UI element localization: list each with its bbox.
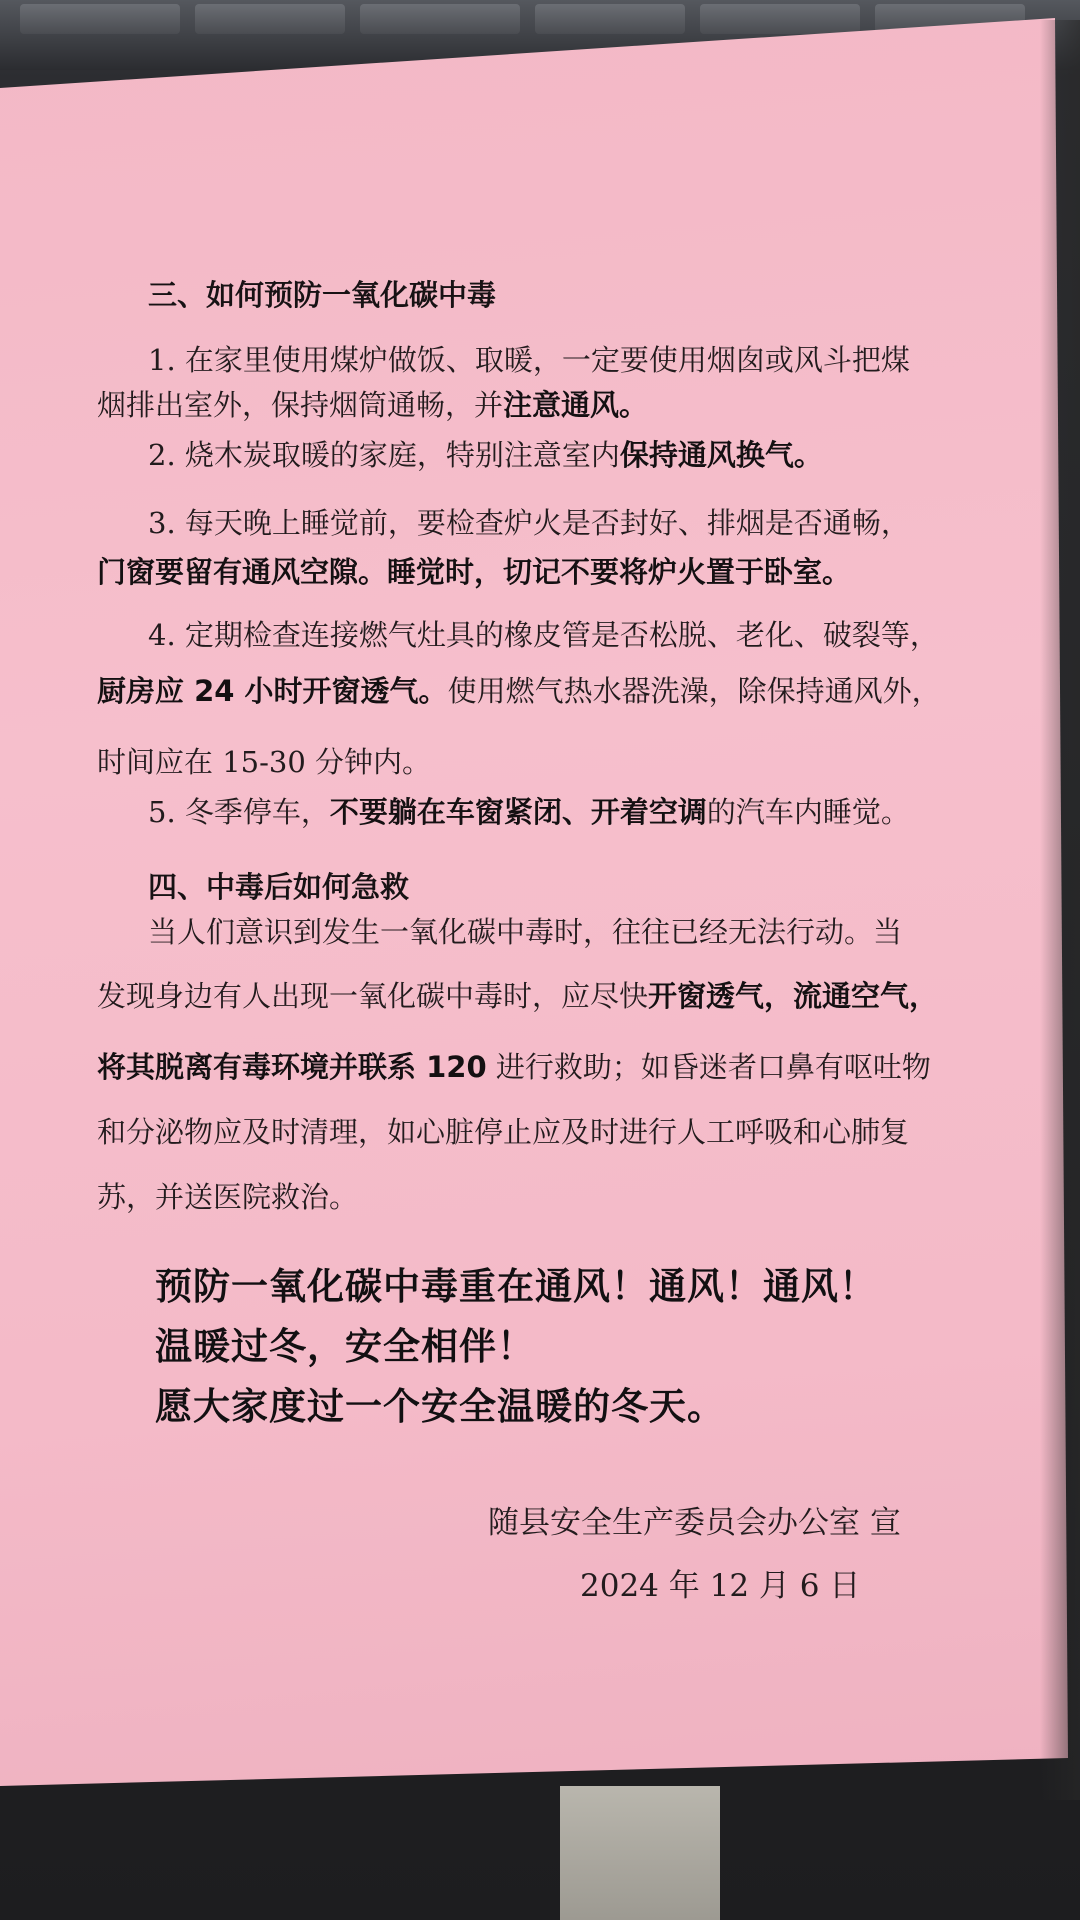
slogan-line3: 愿大家度过一个安全温暖的冬天。 — [155, 1385, 725, 1428]
section4-line3-emphasis: 将其脱离有毒环境并联系 120 — [97, 1050, 487, 1084]
item5-emphasis: 不要躺在车窗紧闭、开着空调 — [329, 795, 707, 829]
section4-line4: 和分泌物应及时清理，如心脏停止应及时进行人工呼吸和心肺复 — [97, 1115, 910, 1149]
section4-line3-text: 进行救助；如昏迷者口鼻有呕吐物 — [486, 1050, 931, 1084]
section3-heading: 三、如何预防一氧化碳中毒 — [148, 278, 497, 312]
item2-line — [148, 438, 823, 472]
item1-line1: 1. 在家里使用煤炉做饭、取暖，一定要使用烟囱或风斗把煤 — [148, 343, 910, 377]
section4-line2-emphasis: 开窗透气，流通空气， — [648, 979, 939, 1013]
section4-line3 — [97, 1050, 931, 1084]
section4-line2 — [97, 979, 938, 1013]
issue-date: 2024 年 12 月 6 日 — [580, 1568, 861, 1604]
item4-line2 — [97, 674, 941, 708]
issuing-office: 随县安全生产委员会办公室 宣 — [488, 1505, 901, 1541]
item3-line2: 门窗要留有通风空隙。睡觉时，切记不要将炉火置于卧室。 — [97, 555, 852, 589]
section4-heading: 四、中毒后如何急救 — [148, 870, 410, 904]
item2-text: 2. 烧木炭取暖的家庭，特别注意室内 — [148, 438, 620, 472]
item1-line2-text: 烟排出室外，保持烟筒通畅，并 — [97, 388, 504, 422]
item1-line2 — [97, 388, 648, 422]
item4-line3: 时间应在 15-30 分钟内。 — [97, 745, 432, 779]
item5-text-start: 5. 冬季停车， — [148, 795, 330, 829]
section4-line2-text: 发现身边有人出现一氧化碳中毒时，应尽快 — [97, 979, 649, 1013]
item4-line2-text: 使用燃气热水器洗澡，除保持通风外， — [447, 674, 941, 708]
slogan-line2: 温暖过冬，安全相伴！ — [155, 1325, 535, 1368]
item4-line1: 4. 定期检查连接燃气灶具的橡皮管是否松脱、老化、破裂等， — [148, 618, 939, 652]
item5-line — [148, 795, 910, 829]
item1-line2-emphasis: 注意通风。 — [503, 388, 649, 422]
section4-line1: 当人们意识到发生一氧化碳中毒时，往往已经无法行动。当 — [148, 915, 903, 949]
item5-text-end: 的汽车内睡觉。 — [706, 795, 910, 829]
item2-emphasis: 保持通风换气。 — [619, 438, 823, 472]
item4-line2-emphasis: 厨房应 24 小时开窗透气。 — [97, 674, 448, 708]
section4-line5: 苏，并送医院救治。 — [97, 1180, 359, 1214]
slogan-line1: 预防一氧化碳中毒重在通风！通风！通风！ — [155, 1265, 877, 1308]
item3-line1: 3. 每天晚上睡觉前，要检查炉火是否封好、排烟是否通畅， — [148, 506, 910, 540]
